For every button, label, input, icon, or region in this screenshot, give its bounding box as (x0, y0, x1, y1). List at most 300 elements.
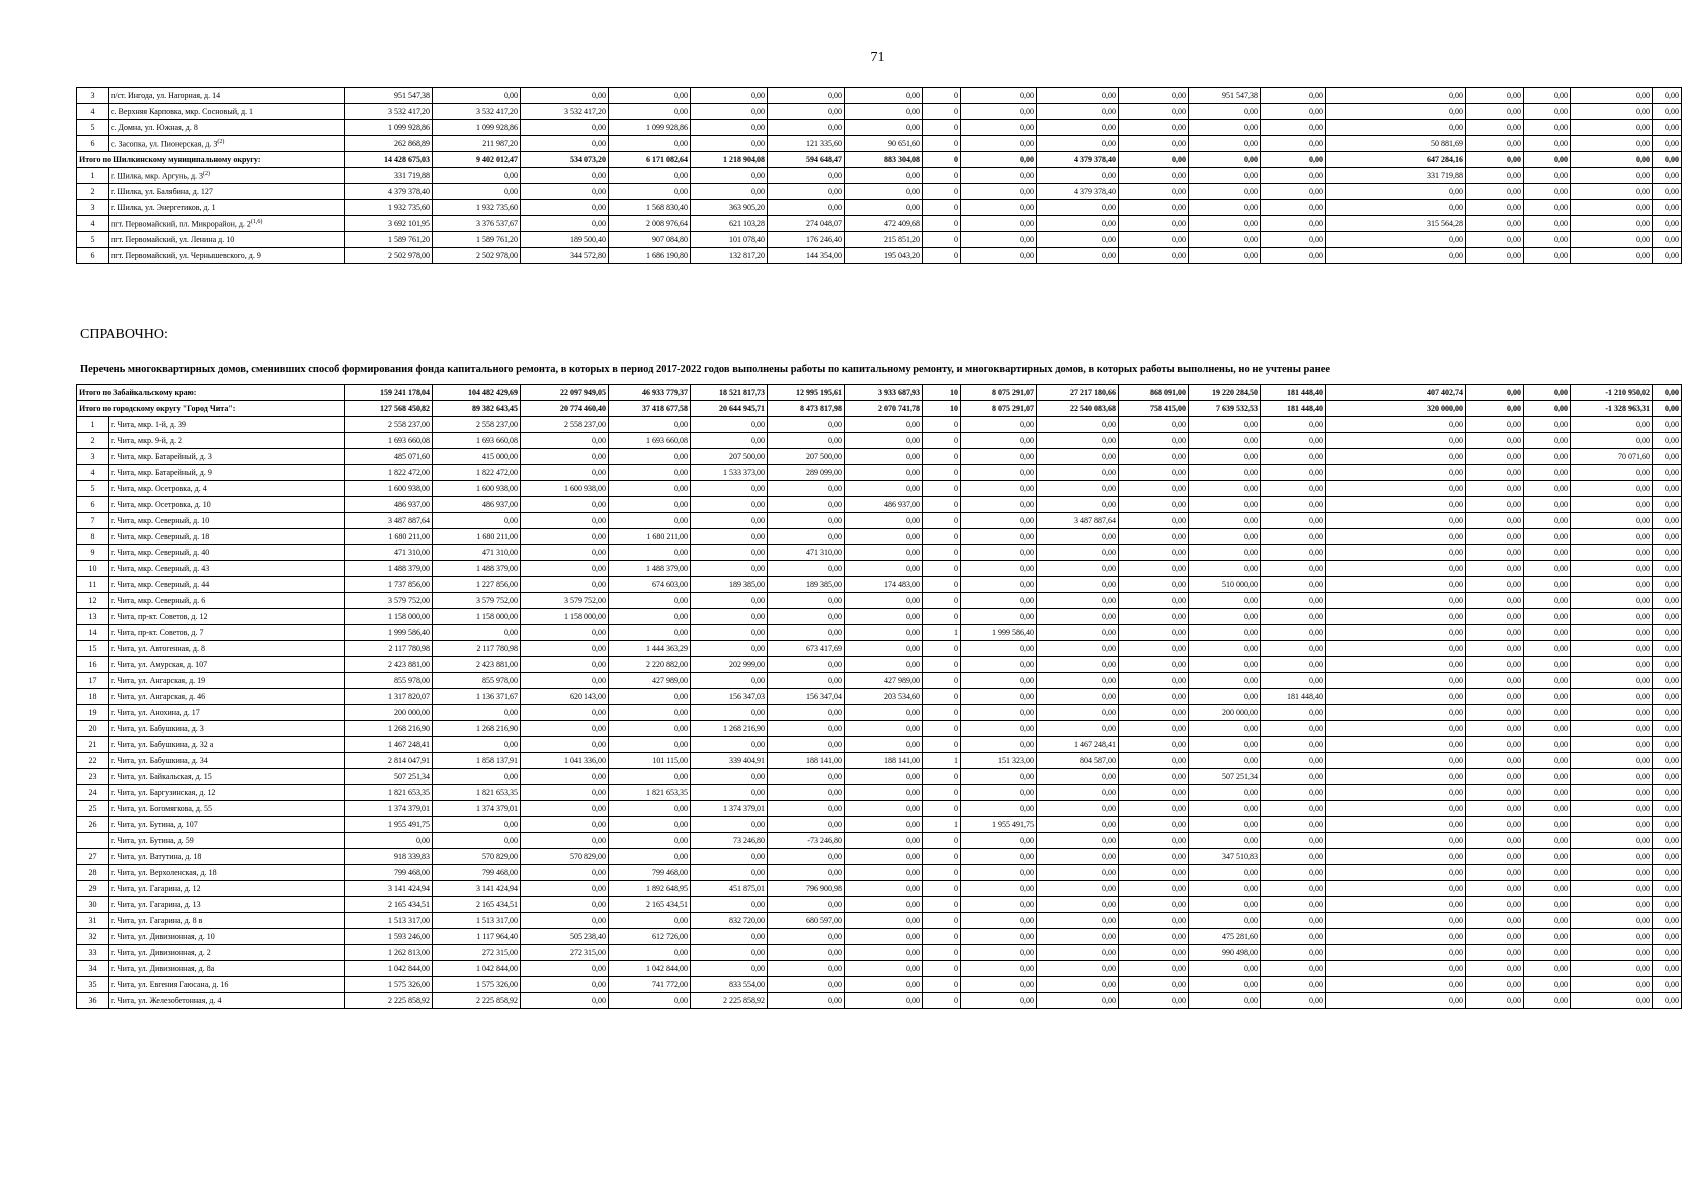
amount-cell: 0 (923, 801, 961, 817)
amount-cell: 0,00 (1326, 801, 1466, 817)
amount-cell: 0,00 (1571, 785, 1653, 801)
row-number: 31 (77, 913, 109, 929)
amount-cell: 1 680 211,00 (433, 529, 521, 545)
amount-cell: 0,00 (961, 961, 1037, 977)
amount-cell: 0,00 (1653, 385, 1682, 401)
amount-cell: -1 328 963,31 (1571, 401, 1653, 417)
amount-cell: 0,00 (1524, 433, 1571, 449)
amount-cell: 0,00 (845, 545, 923, 561)
amount-cell: 0,00 (609, 88, 691, 104)
amount-cell: 0,00 (1189, 609, 1261, 625)
amount-cell: 0,00 (521, 817, 609, 833)
summary-table-continued (76, 87, 1682, 264)
amount-cell: 0,00 (768, 897, 845, 913)
amount-cell: 0,00 (1189, 593, 1261, 609)
amount-cell: 2 165 434,51 (609, 897, 691, 913)
amount-cell: 0,00 (1119, 248, 1189, 264)
amount-cell: 0 (923, 785, 961, 801)
amount-cell: 0,00 (1119, 913, 1189, 929)
house-address: г. Чита, мкр. Батарейный, д. 3 (109, 449, 345, 465)
amount-cell: 0,00 (1189, 833, 1261, 849)
amount-cell: 0,00 (1524, 513, 1571, 529)
amount-cell: 0,00 (1571, 913, 1653, 929)
amount-cell: 1 268 216,90 (691, 721, 768, 737)
amount-cell: 0,00 (1037, 545, 1119, 561)
amount-cell: 0,00 (521, 136, 609, 152)
amount-cell: 0,00 (1037, 449, 1119, 465)
amount-cell: 0,00 (1466, 561, 1524, 577)
total-label: Итого по городскому округу "Город Чита": (77, 401, 345, 417)
amount-cell: 0,00 (1037, 168, 1119, 184)
amount-cell: 0,00 (845, 184, 923, 200)
amount-cell: 0,00 (1571, 737, 1653, 753)
amount-cell: 0,00 (1326, 929, 1466, 945)
amount-cell: 0,00 (1037, 497, 1119, 513)
amount-cell: 3 487 887,64 (345, 513, 433, 529)
amount-cell: 1 693 660,08 (345, 433, 433, 449)
amount-cell: 0,00 (845, 417, 923, 433)
amount-cell: 0,00 (521, 200, 609, 216)
amount-cell: 0,00 (521, 449, 609, 465)
amount-cell: 1 467 248,41 (345, 737, 433, 753)
house-address: г. Чита, мкр. Северный, д. 18 (109, 529, 345, 545)
amount-cell: 0,00 (1119, 673, 1189, 689)
amount-cell: 189 385,00 (691, 577, 768, 593)
amount-cell: 0,00 (961, 513, 1037, 529)
amount-cell: 1 686 190,80 (609, 248, 691, 264)
amount-cell: 0,00 (1571, 216, 1653, 232)
amount-cell: 0,00 (1326, 689, 1466, 705)
amount-cell: 0,00 (1261, 721, 1326, 737)
amount-cell: 0,00 (1189, 897, 1261, 913)
table-row (77, 945, 1682, 961)
amount-cell: 0,00 (691, 168, 768, 184)
amount-cell: 0,00 (1653, 216, 1682, 232)
row-number: 20 (77, 721, 109, 737)
amount-cell: 3 376 537,67 (433, 216, 521, 232)
amount-cell: 0,00 (521, 513, 609, 529)
amount-cell: 1 268 216,90 (345, 721, 433, 737)
amount-cell: 0,00 (845, 913, 923, 929)
amount-cell: 0,00 (768, 817, 845, 833)
amount-cell: 0,00 (345, 833, 433, 849)
amount-cell: 0,00 (845, 705, 923, 721)
amount-cell: 799 468,00 (609, 865, 691, 881)
amount-cell: 0,00 (1653, 136, 1682, 152)
amount-cell: 0,00 (1466, 481, 1524, 497)
amount-cell: 0,00 (1571, 945, 1653, 961)
amount-cell: 0,00 (1037, 417, 1119, 433)
amount-cell: 0,00 (1326, 849, 1466, 865)
amount-cell: 0,00 (1261, 481, 1326, 497)
amount-cell: 0,00 (521, 833, 609, 849)
amount-cell: 0,00 (768, 609, 845, 625)
amount-cell: 804 587,00 (1037, 753, 1119, 769)
table-row (77, 449, 1682, 465)
amount-cell: 0,00 (1571, 184, 1653, 200)
amount-cell: 0,00 (1653, 689, 1682, 705)
amount-cell: 0,00 (1653, 497, 1682, 513)
amount-cell: 0,00 (1524, 673, 1571, 689)
amount-cell: 0,00 (1466, 641, 1524, 657)
row-number: 16 (77, 657, 109, 673)
amount-cell: 471 310,00 (345, 545, 433, 561)
amount-cell: 1 099 928,86 (609, 120, 691, 136)
table-row (77, 817, 1682, 833)
amount-cell: 0 (923, 705, 961, 721)
amount-cell: 0,00 (1261, 513, 1326, 529)
amount-cell: 0,00 (1119, 168, 1189, 184)
amount-cell: 0,00 (1571, 200, 1653, 216)
amount-cell: 0,00 (1326, 593, 1466, 609)
amount-cell: 0 (923, 184, 961, 200)
amount-cell: 0,00 (1189, 993, 1261, 1009)
amount-cell: 0,00 (1466, 497, 1524, 513)
house-address: г. Чита, ул. Байкальская, д. 15 (109, 769, 345, 785)
amount-cell: 0,00 (521, 641, 609, 657)
amount-cell: 0,00 (1261, 673, 1326, 689)
amount-cell: 0,00 (1571, 561, 1653, 577)
amount-cell: 0,00 (1466, 977, 1524, 993)
amount-cell: 0,00 (1466, 721, 1524, 737)
amount-cell: 0,00 (1571, 657, 1653, 673)
amount-cell: 0,00 (521, 120, 609, 136)
amount-cell: 0,00 (845, 849, 923, 865)
amount-cell: 0,00 (1571, 993, 1653, 1009)
amount-cell: 1 467 248,41 (1037, 737, 1119, 753)
table-row (77, 977, 1682, 993)
amount-cell: 18 521 817,73 (691, 385, 768, 401)
amount-cell: 505 238,40 (521, 929, 609, 945)
amount-cell: 1 600 938,00 (521, 481, 609, 497)
amount-cell: 0,00 (1189, 465, 1261, 481)
row-number: 25 (77, 801, 109, 817)
amount-cell: 0,00 (1653, 433, 1682, 449)
amount-cell: 0,00 (609, 593, 691, 609)
amount-cell: 0,00 (961, 977, 1037, 993)
house-address: г. Чита, пр-кт. Советов, д. 12 (109, 609, 345, 625)
amount-cell: 0,00 (1571, 465, 1653, 481)
amount-cell: 1 821 653,35 (345, 785, 433, 801)
amount-cell: 0,00 (1466, 785, 1524, 801)
amount-cell: 0,00 (1261, 529, 1326, 545)
amount-cell: 0,00 (1653, 865, 1682, 881)
amount-cell: 0,00 (845, 433, 923, 449)
amount-cell: 0,00 (1261, 577, 1326, 593)
table-row (77, 232, 1682, 248)
table-row (77, 417, 1682, 433)
amount-cell: 0,00 (1261, 200, 1326, 216)
amount-cell: 0,00 (961, 577, 1037, 593)
row-number: 13 (77, 609, 109, 625)
amount-cell: 0 (923, 849, 961, 865)
amount-cell: 1 042 844,00 (345, 961, 433, 977)
amount-cell: 0,00 (521, 433, 609, 449)
amount-cell: 0,00 (1653, 641, 1682, 657)
amount-cell: 0,00 (1326, 977, 1466, 993)
amount-cell: 0,00 (961, 593, 1037, 609)
amount-cell: 0,00 (521, 657, 609, 673)
row-number: 2 (77, 433, 109, 449)
amount-cell: 1 444 363,29 (609, 641, 691, 657)
amount-cell: 0,00 (1261, 865, 1326, 881)
amount-cell: 0,00 (1119, 577, 1189, 593)
amount-cell: 680 597,00 (768, 913, 845, 929)
amount-cell: 1 268 216,90 (433, 721, 521, 737)
amount-cell: 0,00 (1524, 481, 1571, 497)
amount-cell: 0,00 (1037, 769, 1119, 785)
amount-cell: 1 737 856,00 (345, 577, 433, 593)
amount-cell: 0,00 (1524, 993, 1571, 1009)
amount-cell: 0,00 (1261, 913, 1326, 929)
row-number: 7 (77, 513, 109, 529)
amount-cell: 951 547,38 (345, 88, 433, 104)
amount-cell: 0,00 (1119, 184, 1189, 200)
amount-cell: 0,00 (1653, 513, 1682, 529)
amount-cell: 0,00 (1466, 152, 1524, 168)
amount-cell: 0,00 (1571, 673, 1653, 689)
amount-cell: 0,00 (433, 168, 521, 184)
amount-cell: 0,00 (1189, 513, 1261, 529)
amount-cell: 0,00 (1119, 945, 1189, 961)
house-address: г. Чита, ул. Гагарина, д. 13 (109, 897, 345, 913)
footnote-mark: (2) (217, 139, 225, 146)
amount-cell: 0,00 (1326, 721, 1466, 737)
amount-cell: 0,00 (1571, 88, 1653, 104)
amount-cell: 0,00 (1653, 833, 1682, 849)
amount-cell: 10 (923, 401, 961, 417)
amount-cell: 0,00 (1261, 625, 1326, 641)
amount-cell: 0,00 (961, 673, 1037, 689)
amount-cell: 0,00 (1466, 929, 1524, 945)
amount-cell: 0,00 (845, 897, 923, 913)
amount-cell: 0,00 (1326, 545, 1466, 561)
amount-cell: 0,00 (1524, 200, 1571, 216)
amount-cell: 0,00 (768, 184, 845, 200)
amount-cell: 0 (923, 769, 961, 785)
amount-cell: 0,00 (1119, 529, 1189, 545)
reference-table (76, 384, 1682, 1009)
amount-cell: 347 510,83 (1189, 849, 1261, 865)
table-row (77, 849, 1682, 865)
house-address: г. Чита, мкр. Северный, д. 10 (109, 513, 345, 529)
amount-cell: 0,00 (1326, 657, 1466, 673)
amount-cell: 0,00 (1524, 801, 1571, 817)
amount-cell: 0 (923, 248, 961, 264)
amount-cell: 20 644 945,71 (691, 401, 768, 417)
amount-cell: 4 379 378,40 (345, 184, 433, 200)
house-address: г. Чита, ул. Гагарина, д. 12 (109, 881, 345, 897)
amount-cell: 0,00 (1261, 801, 1326, 817)
amount-cell: 0,00 (1189, 497, 1261, 513)
amount-cell: 0,00 (1653, 961, 1682, 977)
amount-cell: 0,00 (521, 529, 609, 545)
amount-cell: 0 (923, 641, 961, 657)
amount-cell: 0,00 (1466, 248, 1524, 264)
amount-cell: 8 075 291,07 (961, 385, 1037, 401)
amount-cell: 0,00 (1261, 641, 1326, 657)
amount-cell: 0 (923, 593, 961, 609)
amount-cell: 486 937,00 (433, 497, 521, 513)
amount-cell: 1 858 137,91 (433, 753, 521, 769)
amount-cell: 0,00 (691, 817, 768, 833)
amount-cell: 0,00 (1119, 849, 1189, 865)
amount-cell: 0,00 (1261, 977, 1326, 993)
amount-cell: 0,00 (1524, 88, 1571, 104)
amount-cell: 0,00 (845, 929, 923, 945)
amount-cell: 2 117 780,98 (345, 641, 433, 657)
amount-cell: 1 999 586,40 (345, 625, 433, 641)
amount-cell: 799 468,00 (433, 865, 521, 881)
amount-cell: 0,00 (1653, 449, 1682, 465)
amount-cell: 1 117 964,40 (433, 929, 521, 945)
amount-cell: 0,00 (845, 120, 923, 136)
table-row (77, 961, 1682, 977)
amount-cell: 0,00 (1119, 136, 1189, 152)
house-address: г. Чита, ул. Дивизионная, д. 2 (109, 945, 345, 961)
amount-cell: 0,00 (768, 945, 845, 961)
row-number: 3 (77, 449, 109, 465)
amount-cell: 0,00 (845, 625, 923, 641)
house-address: г. Чита, ул. Ангарская, д. 19 (109, 673, 345, 689)
amount-cell: 0,00 (768, 673, 845, 689)
amount-cell: 1 955 491,75 (961, 817, 1037, 833)
amount-cell: 427 989,00 (845, 673, 923, 689)
amount-cell: 0,00 (961, 769, 1037, 785)
amount-cell: 0,00 (1261, 216, 1326, 232)
amount-cell: 0,00 (1189, 104, 1261, 120)
amount-cell: 0,00 (1189, 625, 1261, 641)
table-row (77, 833, 1682, 849)
row-number: 21 (77, 737, 109, 753)
amount-cell: 144 354,00 (768, 248, 845, 264)
amount-cell: 8 473 817,98 (768, 401, 845, 417)
table-row (77, 929, 1682, 945)
amount-cell: 0,00 (1119, 689, 1189, 705)
row-number: 32 (77, 929, 109, 945)
house-address: г. Чита, ул. Амурская, д. 107 (109, 657, 345, 673)
amount-cell: 0,00 (691, 433, 768, 449)
amount-cell: 0,00 (433, 705, 521, 721)
amount-cell: 0 (923, 913, 961, 929)
amount-cell: 0,00 (691, 849, 768, 865)
amount-cell: 0,00 (609, 801, 691, 817)
amount-cell: 272 315,00 (521, 945, 609, 961)
amount-cell: 0,00 (433, 833, 521, 849)
amount-cell: 331 719,88 (345, 168, 433, 184)
amount-cell: 0 (923, 881, 961, 897)
amount-cell: 2 008 976,64 (609, 216, 691, 232)
amount-cell: 1 158 000,00 (345, 609, 433, 625)
amount-cell: 0,00 (768, 120, 845, 136)
amount-cell: 0,00 (961, 721, 1037, 737)
amount-cell: 1 932 735,60 (345, 200, 433, 216)
amount-cell: 0,00 (1037, 721, 1119, 737)
amount-cell: 2 070 741,78 (845, 401, 923, 417)
amount-cell: 0,00 (961, 216, 1037, 232)
amount-cell: 0,00 (1466, 401, 1524, 417)
table-row (77, 753, 1682, 769)
amount-cell: 0,00 (1653, 881, 1682, 897)
amount-cell: 0,00 (1524, 401, 1571, 417)
amount-cell: 1 822 472,00 (345, 465, 433, 481)
amount-cell: 0,00 (1571, 977, 1653, 993)
amount-cell: 486 937,00 (845, 497, 923, 513)
row-number: 19 (77, 705, 109, 721)
reference-caption: Перечень многоквартирных домов, сменивших способ формирования фонда капитального ремонта, в которых в период 2017-2022 годов выполнены работы по капитальному ремонту, и многоквартирных домов, в которых работы выполнены, но не учтены ранее (80, 364, 1331, 375)
amount-cell: 0,00 (433, 88, 521, 104)
amount-cell: 0,00 (1037, 881, 1119, 897)
amount-cell: 0,00 (433, 184, 521, 200)
total-label: Итого по Шилкинскому муниципальному округу: (77, 152, 345, 168)
amount-cell: 0,00 (1326, 673, 1466, 689)
amount-cell: 534 073,20 (521, 152, 609, 168)
amount-cell: 0,00 (691, 593, 768, 609)
amount-cell: 0,00 (1524, 385, 1571, 401)
amount-cell: 200 000,00 (1189, 705, 1261, 721)
amount-cell: 0 (923, 993, 961, 1009)
amount-cell: 990 498,00 (1189, 945, 1261, 961)
amount-cell: 1 822 472,00 (433, 465, 521, 481)
amount-cell: 0,00 (1119, 609, 1189, 625)
amount-cell: 9 402 012,47 (433, 152, 521, 168)
amount-cell: 621 103,28 (691, 216, 768, 232)
amount-cell: 0,00 (961, 609, 1037, 625)
amount-cell: 0,00 (1653, 673, 1682, 689)
row-number: 4 (77, 465, 109, 481)
amount-cell: 0,00 (521, 184, 609, 200)
amount-cell: 331 719,88 (1326, 168, 1466, 184)
house-address: г. Чита, ул. Анохина, д. 17 (109, 705, 345, 721)
house-address: г. Чита, ул. Бабушкина, д. 34 (109, 753, 345, 769)
amount-cell: 0,00 (1261, 104, 1326, 120)
amount-cell: 0,00 (961, 232, 1037, 248)
amount-cell: 0,00 (845, 945, 923, 961)
amount-cell: 0,00 (1119, 216, 1189, 232)
amount-cell: 0,00 (1326, 104, 1466, 120)
house-address: г. Чита, ул. Железобетонная, д. 4 (109, 993, 345, 1009)
row-number: 23 (77, 769, 109, 785)
table-row (77, 561, 1682, 577)
amount-cell: 0,00 (1326, 945, 1466, 961)
amount-cell: 0,00 (609, 136, 691, 152)
amount-cell: 0,00 (1466, 136, 1524, 152)
amount-cell: 0,00 (1466, 593, 1524, 609)
amount-cell: 0 (923, 88, 961, 104)
house-address: п/ст. Ингода, ул. Нагорная, д. 14 (109, 88, 345, 104)
amount-cell: 0,00 (1037, 785, 1119, 801)
amount-cell: 0,00 (691, 561, 768, 577)
amount-cell: 0,00 (1326, 513, 1466, 529)
amount-cell: 2 165 434,51 (433, 897, 521, 913)
amount-cell: 0,00 (1571, 865, 1653, 881)
amount-cell: 0,00 (961, 545, 1037, 561)
amount-cell: 0,00 (1119, 897, 1189, 913)
amount-cell: 0,00 (609, 465, 691, 481)
amount-cell: 0,00 (1571, 577, 1653, 593)
amount-cell: 0,00 (521, 545, 609, 561)
house-address: г. Чита, ул. Баргузинская, д. 12 (109, 785, 345, 801)
amount-cell: -1 210 950,02 (1571, 385, 1653, 401)
amount-cell: 0,00 (1466, 88, 1524, 104)
amount-cell: 0,00 (1571, 689, 1653, 705)
amount-cell: 475 281,60 (1189, 929, 1261, 945)
amount-cell: 1 693 660,08 (433, 433, 521, 449)
amount-cell: 315 564,28 (1326, 216, 1466, 232)
amount-cell: 0,00 (845, 104, 923, 120)
amount-cell: 0,00 (1189, 657, 1261, 673)
amount-cell: 0,00 (1653, 120, 1682, 136)
